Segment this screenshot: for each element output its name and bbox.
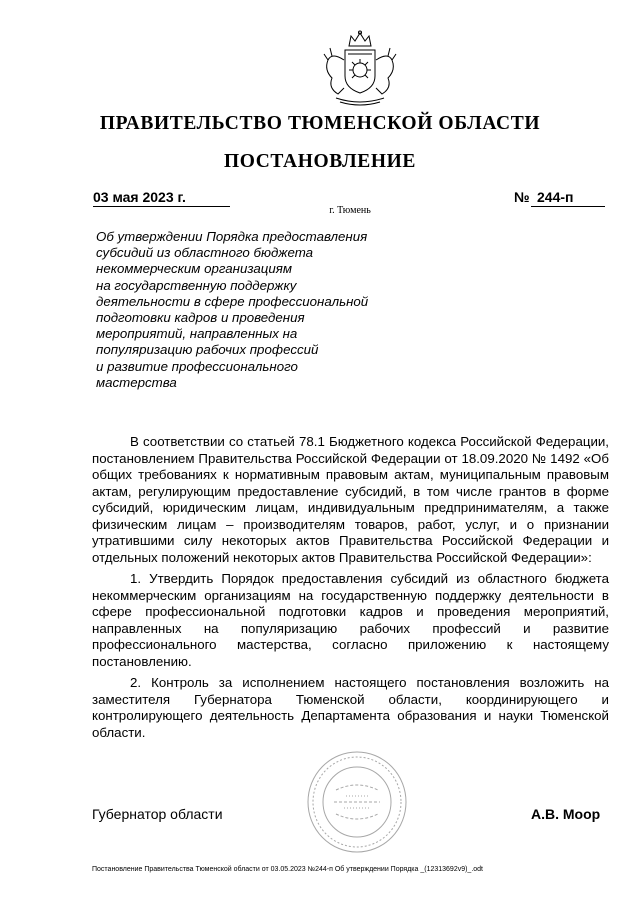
signatory-position: Губернатор области bbox=[92, 806, 223, 822]
document-subject bbox=[96, 229, 396, 391]
document-footer: Постановление Правительства Тюменской области от 03.05.2023 №244-п Об утверждении Порядка _(12313692v9)_.odt bbox=[92, 866, 484, 873]
organization-title: ПРАВИТЕЛЬСТВО ТЮМЕНСКОЙ ОБЛАСТИ bbox=[99, 113, 541, 134]
number-sign: № bbox=[514, 189, 530, 205]
subject-line: Об утверждении Порядка предоставления bbox=[96, 229, 368, 244]
subject-line: и развитие профессионального bbox=[96, 358, 298, 374]
subject-line: мастерства bbox=[96, 374, 177, 390]
subject-line: деятельности в сфере профессиональной bbox=[96, 293, 369, 309]
subject-line: на государственную поддержку bbox=[96, 277, 297, 293]
subject-line: популяризацию рабочих профессий bbox=[96, 342, 319, 358]
document-number: 244-п bbox=[531, 189, 605, 207]
subject-line: некоммерческим организациям bbox=[96, 261, 293, 277]
coat-of-arms-icon bbox=[318, 30, 402, 108]
city-label: г. Тюмень bbox=[329, 205, 371, 216]
subject-line: мероприятий, направленных на bbox=[96, 326, 298, 342]
body-paragraph-item-2: 2. Контроль за исполнением настоящего постановления возложить на заместителя Губернатора Тюменской области, координирующего и контролирующего деятельность Департамента образования и науки Тюменской области. bbox=[92, 675, 609, 740]
body-paragraph-preamble: В соответствии со статьей 78.1 Бюджетного кодекса Российской Федерации, постановлением Правительства Российской Федерации от 18.09.2020 № 1492 «Об общих требованиях к нормативным правовым актам, муниципальным правовым актам, регулирующим предоставление субсидий, в том числе грантов в форме субсидий, юридическим лицам, индивидуальным предпринимателям, а также физическим лицам – производителям товаров, работ, услуг, и о признании утратившими силу некоторых актов Правительства Российской Федерации и отдельных положений некоторых актов Правительства Российской Федерации»: bbox=[92, 434, 609, 565]
body-paragraph-item-1: 1. Утвердить Порядок предоставления субсидий из областного бюджета некоммерческим организациям на государственную поддержку деятельности в сфере профессиональной подготовки кадров и проведения мероприятий, направленных на популяризацию рабочих профессий и развитие профессионального мастерства, согласно приложению к настоящему постановлению. bbox=[92, 571, 609, 669]
document-date: 03 мая 2023 г. bbox=[93, 189, 230, 207]
document-type: ПОСТАНОВЛЕНИЕ bbox=[223, 151, 417, 172]
subject-line: субсидий из областного бюджета bbox=[96, 245, 314, 261]
subject-line: подготовки кадров и проведения bbox=[96, 310, 305, 326]
stamp-icon bbox=[306, 750, 408, 854]
document-body bbox=[92, 434, 609, 746]
signatory-name: А.В. Моор bbox=[531, 806, 601, 822]
